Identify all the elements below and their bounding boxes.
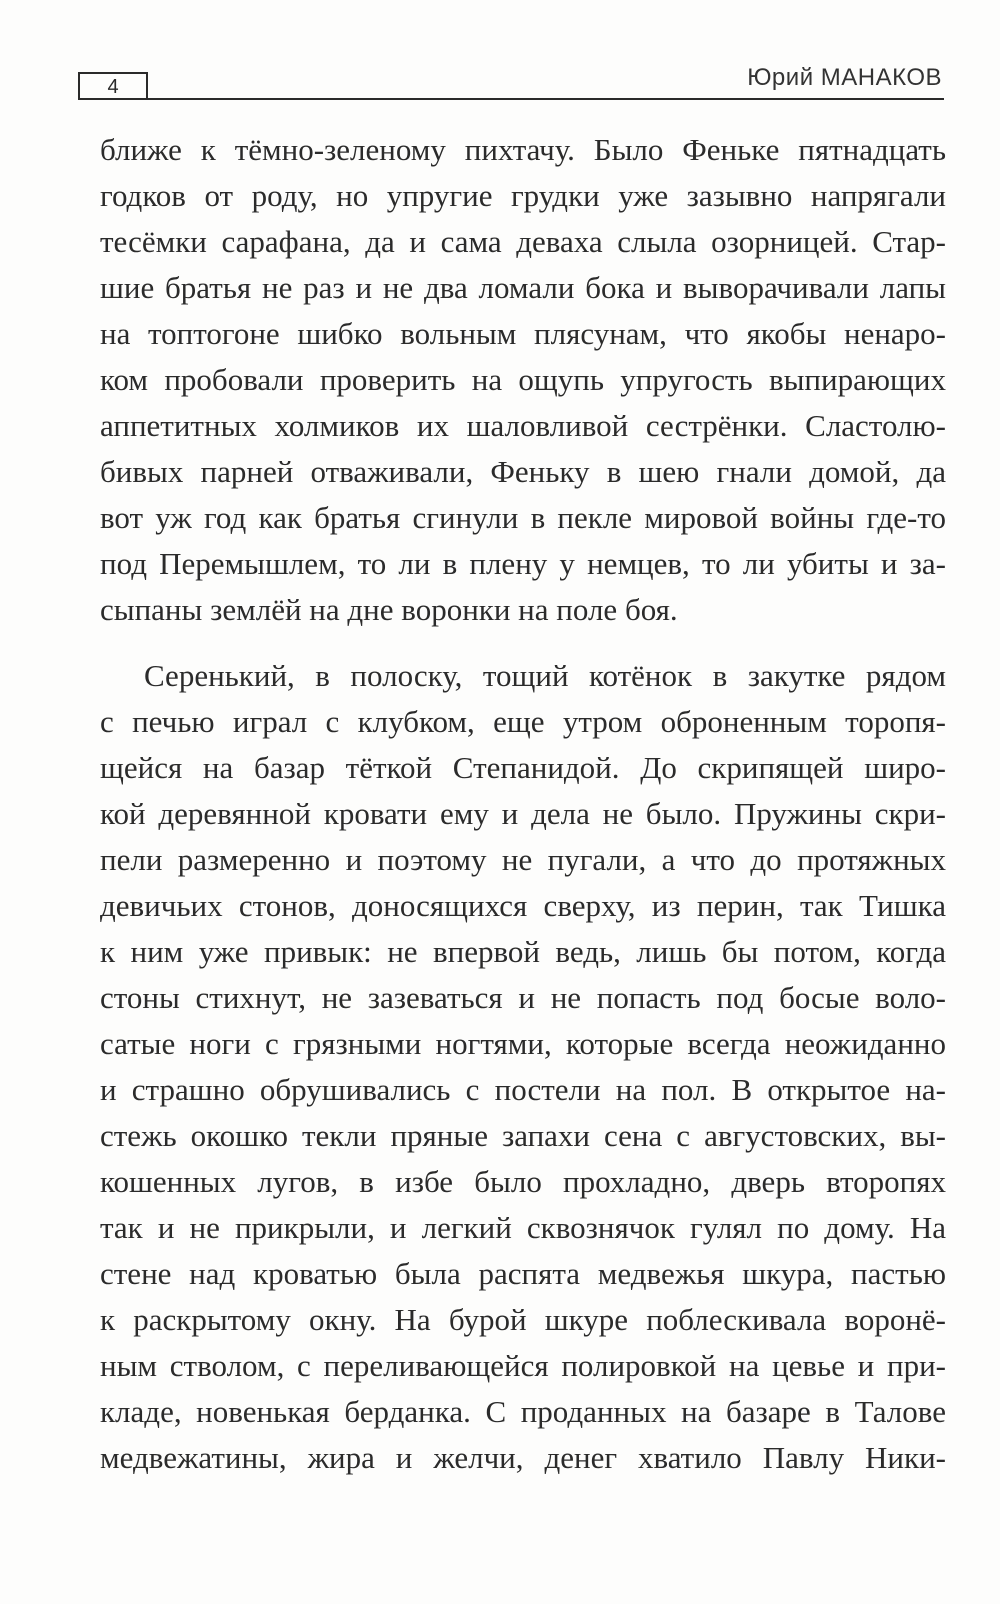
- text-line: аппетитных холмиков их шаловливой сестрёнки. Сластолю-: [100, 408, 946, 443]
- text-line: стежь окошко текли пряные запахи сена с августовских, вы-: [100, 1118, 946, 1153]
- text-line: ным стволом, с переливающейся полировкой на цевье и при-: [100, 1348, 946, 1383]
- text-line: с печью играл с клубком, еще утром оброненным торопя-: [100, 704, 946, 739]
- page-number: 4: [107, 76, 119, 98]
- text-line: бивых парней отваживали, Феньку в шею гнали домой, да: [100, 454, 946, 489]
- text-line: сатые ноги с грязными ногтями, которые всегда неожиданно: [100, 1026, 946, 1061]
- text-line: девичьих стонов, доносящихся сверху, из перин, так Тишка: [100, 888, 946, 923]
- text-line: тесёмки сарафана, да и сама деваха слыла озорницей. Стар-: [100, 224, 946, 259]
- text-line: вот уж год как братья сгинули в пекле мировой войны где-то: [100, 500, 946, 535]
- text-line: пели размеренно и поэтому не пугали, а что до протяжных: [100, 842, 946, 877]
- text-line: так и не прикрыли, и легкий сквознячок гулял по дому. На: [100, 1210, 946, 1245]
- header-rule: [78, 98, 944, 100]
- page-number-box: [78, 72, 148, 98]
- text-line: под Перемышлем, то ли в плену у немцев, то ли убиты и за-: [100, 546, 946, 581]
- text-line: ближе к тёмно-зеленому пихтачу. Было Феньке пятнадцать: [100, 132, 946, 167]
- text-line: на топтогоне шибко вольным плясунам, что якобы ненаро-: [100, 316, 946, 351]
- text-line: сыпаны землёй на дне воронки на поле боя.: [100, 592, 678, 627]
- text-line: к раскрытому окну. На бурой шкуре поблескивала воронё-: [100, 1302, 946, 1337]
- text-line: годков от роду, но упругие грудки уже зазывно напрягали: [100, 178, 946, 213]
- text-line: медвежатины, жира и желчи, денег хватило Павлу Ники-: [100, 1440, 946, 1475]
- text-line: кой деревянной кровати ему и дела не было. Пружины скри-: [100, 796, 946, 831]
- paragraph-1: [100, 127, 946, 633]
- text-line: щейся на базар тёткой Степанидой. До скрипящей широ-: [100, 750, 946, 785]
- text-line: стене над кроватью была распята медвежья шкура, пастью: [100, 1256, 946, 1291]
- running-head-author: Юрий МАНАКОВ: [747, 64, 942, 91]
- text-line: стоны стихнут, не зазеваться и не попасть под босые воло-: [100, 980, 946, 1015]
- text-line: шие братья не раз и не два ломали бока и выворачивали лапы: [100, 270, 946, 305]
- text-line: Серенький, в полоску, тощий котёнок в закутке рядом: [144, 658, 946, 693]
- text-line: ком пробовали проверить на ощупь упругость выпирающих: [100, 362, 946, 397]
- text-line: и страшно обрушивались с постели на пол. В открытое на-: [100, 1072, 946, 1107]
- text-line: кладе, новенькая берданка. С проданных на базаре в Талове: [100, 1394, 946, 1429]
- text-line: кошенных лугов, в избе было прохладно, дверь второпях: [100, 1164, 946, 1199]
- paragraph-2: [100, 653, 946, 1481]
- page-header: [78, 56, 944, 102]
- text-line: к ним уже привык: не впервой ведь, лишь бы потом, когда: [100, 934, 946, 969]
